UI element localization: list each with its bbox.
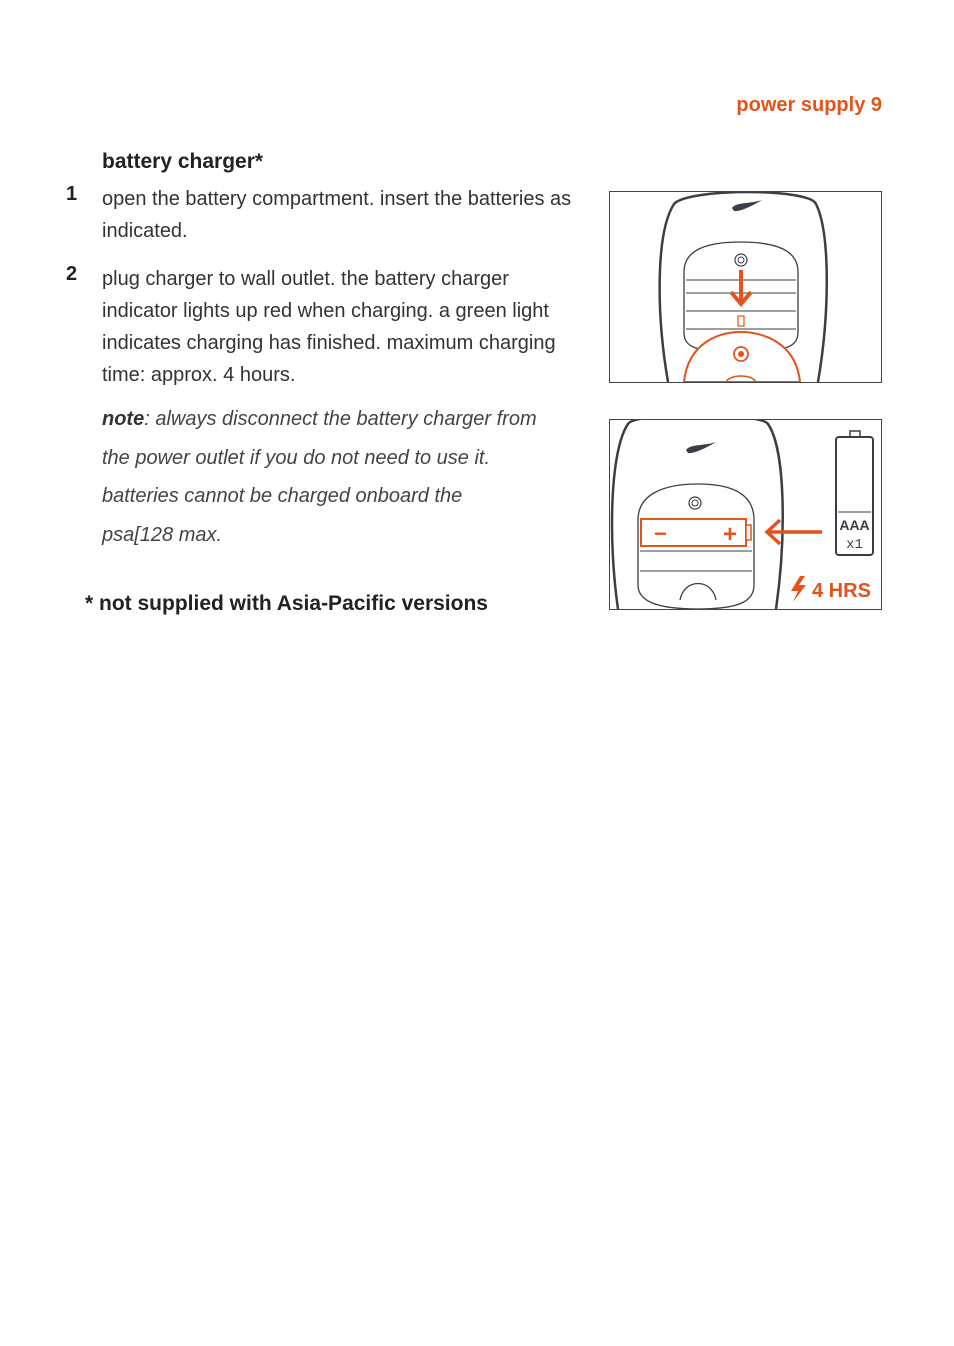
page-header: power supply 9: [736, 94, 882, 116]
step-number: 1: [66, 183, 78, 205]
note-line-4: psa[128 max.: [102, 523, 223, 546]
note-line-1: : always disconnect the battery charger from: [144, 408, 537, 430]
note-line-3: batteries cannot be charged onboard the: [102, 485, 463, 507]
battery-plus-sign: +: [723, 521, 738, 548]
note-label: note: [102, 408, 145, 430]
footnote: * not supplied with Asia-Pacific versions: [85, 592, 488, 615]
battery-count-label: x1: [846, 537, 863, 553]
illustration-open-compartment: [609, 191, 882, 383]
battery-type-label: AAA: [839, 517, 870, 533]
illustration-insert-battery: [609, 419, 882, 610]
step-text: plug charger to wall outlet. the battery charger indicator lights up red when charging. a green light indicates charging has finished. maximum charging time: approx. 4 hours.: [102, 268, 556, 386]
nike-swoosh-icon: [686, 442, 716, 453]
left-arrow-icon: [767, 520, 822, 544]
charge-time-label: 4 HRS: [812, 580, 871, 602]
nike-swoosh-icon: [732, 200, 762, 211]
down-arrow-icon: [731, 270, 751, 304]
section-title: battery charger*: [102, 150, 264, 173]
lightning-icon: [791, 576, 806, 602]
battery-minus-sign: −: [654, 521, 667, 546]
note-block: [102, 400, 572, 554]
step-number: 2: [66, 263, 78, 285]
step-text: open the battery compartment. insert the batteries as indicated.: [102, 188, 572, 242]
note-line-2: the power outlet if you do not need to use it.: [102, 446, 491, 469]
